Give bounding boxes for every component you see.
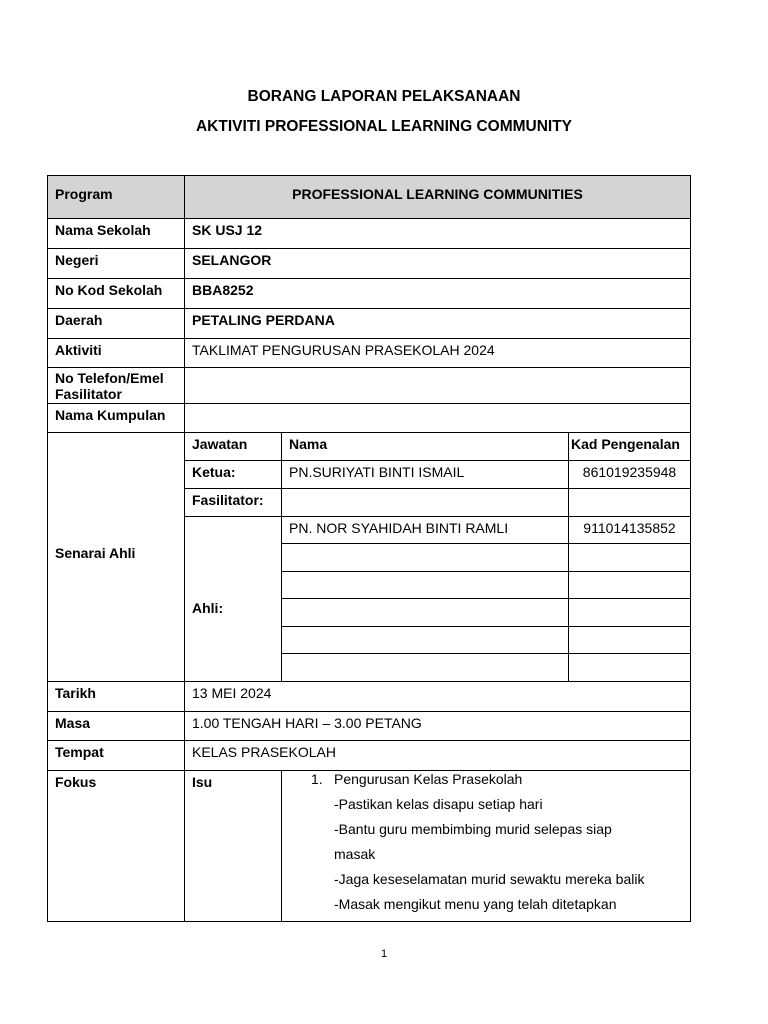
document-subtitle: AKTIVITI PROFESSIONAL LEARNING COMMUNITY [195, 118, 573, 135]
fasilitator-role: Fasilitator: [184, 488, 282, 517]
fokus-isu-label: Isu [184, 770, 282, 922]
ahli-nama [281, 653, 569, 682]
fasilitator-kad [568, 488, 691, 517]
fokus-point: -Jaga keseselamatan murid sewaktu mereka balik [334, 871, 645, 887]
header-kad-pengenalan: Kad Pengenalan [568, 432, 691, 461]
negeri-label: Negeri [47, 248, 185, 279]
header-nama: Nama [281, 432, 569, 461]
no-telefon-label-line2: Fasilitator [55, 386, 122, 402]
fokus-point: -Pastikan kelas disapu setiap hari [334, 796, 543, 812]
ketua-role: Ketua: [184, 460, 282, 489]
ketua-nama: PN.SURIYATI BINTI ISMAIL [281, 460, 569, 489]
tarikh-label: Tarikh [47, 681, 185, 712]
ahli-kad [568, 543, 691, 572]
fokus-item-number: 1. [311, 771, 323, 787]
aktiviti-label: Aktiviti [47, 338, 185, 368]
no-telefon-label-line1: No Telefon/Emel [55, 370, 164, 386]
aktiviti-value: TAKLIMAT PENGURUSAN PRASEKOLAH 2024 [184, 338, 691, 368]
program-value: PROFESSIONAL LEARNING COMMUNITIES [184, 175, 691, 219]
fokus-point: masak [334, 846, 376, 862]
ahli-nama [281, 598, 569, 627]
tarikh-value: 13 MEI 2024 [184, 681, 691, 712]
masa-label: Masa [47, 711, 185, 741]
page-number: 1 [380, 948, 388, 960]
no-telefon-value [184, 367, 691, 404]
no-telefon-label [47, 367, 185, 404]
fokus-label: Fokus [47, 770, 185, 922]
no-kod-sekolah-label: No Kod Sekolah [47, 278, 185, 309]
program-label: Program [47, 175, 185, 219]
negeri-value: SELANGOR [184, 248, 691, 279]
daerah-value: PETALING PERDANA [184, 308, 691, 339]
senarai-ahli-label: Senarai Ahli [47, 432, 185, 682]
fokus-point: -Bantu guru membimbing murid selepas siap [334, 821, 612, 837]
fasilitator-nama [281, 488, 569, 517]
header-jawatan: Jawatan [184, 432, 282, 461]
tempat-value: KELAS PRASEKOLAH [184, 740, 691, 771]
ketua-kad: 861019235948 [568, 460, 691, 489]
no-kod-sekolah-value: BBA8252 [184, 278, 691, 309]
ahli-kad: 911014135852 [568, 516, 691, 544]
ahli-nama [281, 626, 569, 654]
daerah-label: Daerah [47, 308, 185, 339]
ahli-nama: PN. NOR SYAHIDAH BINTI RAMLI [281, 516, 569, 544]
nama-kumpulan-value [184, 403, 691, 433]
ahli-kad [568, 653, 691, 682]
ahli-kad [568, 626, 691, 654]
nama-kumpulan-label: Nama Kumpulan [47, 403, 185, 433]
ahli-kad [568, 571, 691, 599]
fokus-item-title: Pengurusan Kelas Prasekolah [334, 771, 523, 787]
ahli-kad [568, 598, 691, 627]
ahli-nama [281, 571, 569, 599]
tempat-label: Tempat [47, 740, 185, 771]
nama-sekolah-label: Nama Sekolah [47, 218, 185, 249]
fokus-list [312, 767, 644, 917]
masa-value: 1.00 TENGAH HARI – 3.00 PETANG [184, 711, 691, 741]
ahli-nama [281, 543, 569, 572]
ahli-role: Ahli: [184, 516, 282, 682]
nama-sekolah-value: SK USJ 12 [184, 218, 691, 249]
document-title: BORANG LAPORAN PELAKSANAAN [247, 88, 521, 105]
fokus-point: -Masak mengikut menu yang telah ditetapkan [334, 896, 617, 912]
